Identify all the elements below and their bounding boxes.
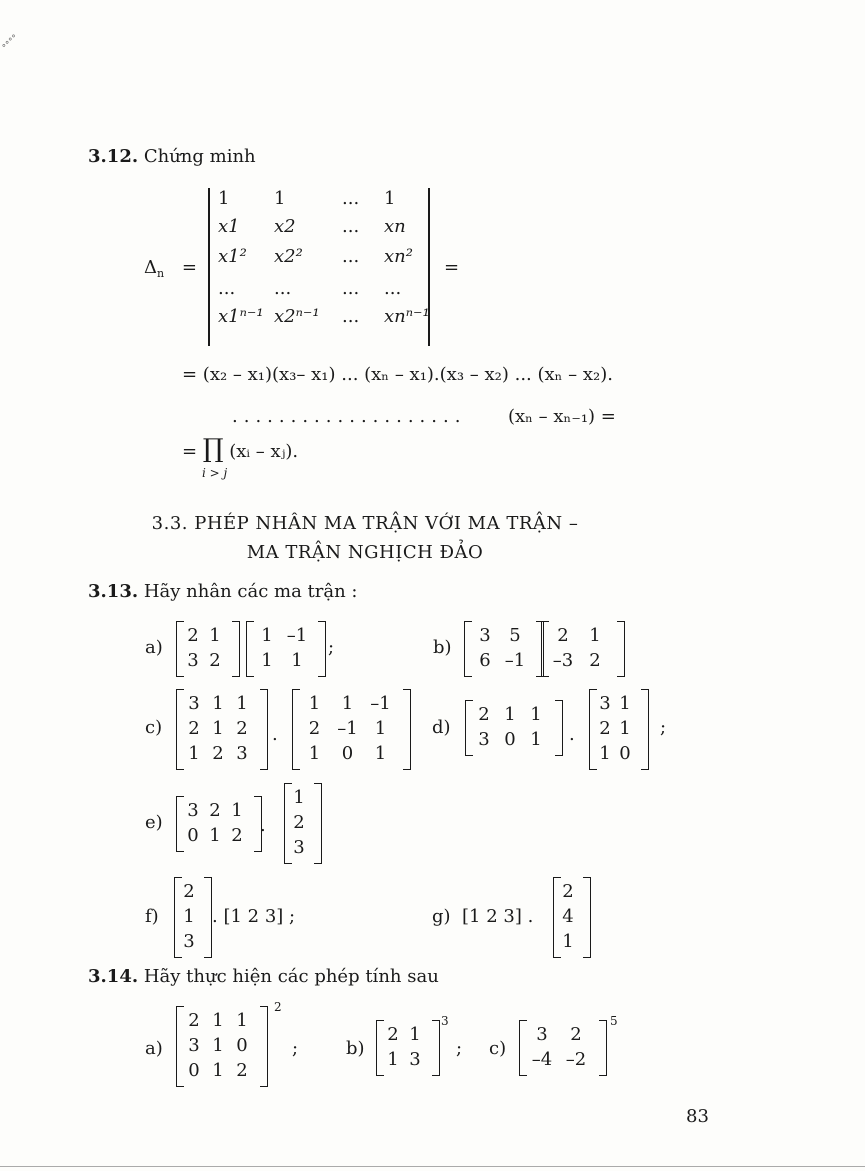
matrix-cell: 2 [599,718,611,739]
matrix-cell: 1 [236,1010,248,1031]
right-bracket [617,621,625,677]
part-b-label: b) [433,637,452,658]
delta-symbol: $\Delta_n$ = [144,257,197,280]
left-bracket [176,1006,184,1087]
matrix-cell: 3 [409,1049,421,1070]
matrix-cell: 2 [183,881,195,902]
determinant-cell: ... [274,278,292,299]
expansion-dots: .................... [232,406,467,427]
part-a-end: ; [328,637,335,658]
matrix-cell: 1 [183,906,195,927]
right-bracket [599,1020,607,1076]
exercise-3-12-heading [88,146,256,167]
ex314-a-sep: ; [292,1038,299,1059]
ex314-b-label: b) [346,1038,365,1059]
matrix-cell: 2 [293,812,305,833]
matrix-cell: 3 [187,650,199,671]
exercise-3-14-heading: 3.14. Hãy thực hiện các phép tính sau [88,966,439,987]
matrix-cell: 2 [478,704,490,725]
matrix-cell: 3 [187,800,199,821]
right-bracket [254,796,262,852]
determinant-cell: x1ⁿ⁻¹ [218,306,264,327]
left-bracket [465,700,473,756]
part-d-label: d) [432,717,451,738]
matrix-cell: 3 [188,693,200,714]
exercise-title: Chứng minh [143,146,256,167]
matrix-cell: 2 [236,1060,248,1081]
matrix-e1 [182,798,248,848]
left-bracket [176,796,184,852]
matrix-cell: 1 [619,718,631,739]
matrix-cell: 1 [374,743,387,764]
part-c-dot: . [272,724,278,745]
matrix-cell: 2 [209,800,221,821]
matrix-cell: 2 [570,1024,582,1045]
matrix-cell: 1 [619,693,631,714]
determinant-cell: x2ⁿ⁻¹ [274,306,320,327]
part-f-label: f) [145,906,159,927]
matrix-cell: 0 [619,743,631,764]
matrix-cell: 1 [212,1010,224,1031]
matrix-cell: 1 [387,1049,399,1070]
matrix-cell: 2 [188,1010,200,1031]
matrix-cell: 1 [209,625,221,646]
matrix-cell: 0 [341,743,354,764]
matrix-cell: 3 [293,837,305,858]
determinant-cell: x1 [218,216,240,237]
part-d-dot: . [569,724,575,745]
right-bracket [232,621,240,677]
determinant-cell: ... [342,278,360,299]
determinant-left-bar [208,188,210,346]
expansion-line-1: = (x₂ – x₁)(x₃– x₁) ... (xₙ – x₁).(x₃ – x₂) ... (xₙ – x₂). [182,364,613,385]
matrix-cell: 1 [261,650,273,671]
matrix-cell: 1 [374,718,387,739]
matrix-cell: 2 [236,718,248,739]
determinant-cell: xnⁿ⁻¹ [384,306,430,327]
matrix-cell: 1 [589,625,601,646]
left-bracket [292,689,300,770]
left-bracket [176,689,184,770]
matrix-cell: 1 [530,704,542,725]
determinant-cell: ... [342,246,360,267]
matrix-cell: 2 [562,881,574,902]
right-bracket [403,689,411,770]
part-f-row: . [1 2 3] ; [212,906,296,927]
right-bracket [583,877,591,958]
matrix-cell: 1 [212,1060,224,1081]
determinant-cell: 1 [384,188,396,209]
right-bracket [260,1006,268,1087]
determinant-cell: ... [218,278,236,299]
matrix-cell: 1 [236,693,248,714]
matrix-a1 [182,623,226,673]
matrix-cell: 1 [212,693,224,714]
matrix-cell: 2 [557,625,569,646]
matrix-d2 [595,691,635,766]
left-bracket [464,621,472,677]
determinant-cell: ... [342,216,360,237]
right-bracket [555,700,563,756]
right-bracket [318,621,326,677]
determinant-cell: x2 [274,216,296,237]
matrix-cell: 3 [479,625,491,646]
matrix-314a [182,1008,254,1083]
matrix-cell: 3 [236,743,248,764]
determinant-cell: 1 [218,188,230,209]
matrix-cell: 1 [530,729,542,750]
ex314-a-label: a) [145,1038,163,1059]
matrix-cell: 1 [291,650,303,671]
matrix-cell: 1 [261,625,273,646]
matrix-a2 [252,623,312,673]
matrix-cell: –1 [337,718,358,739]
exercise-label: 3.12. [88,146,139,167]
determinant-cell: 1 [274,188,286,209]
matrix-cell: 2 [589,650,601,671]
page-number: 83 [686,1106,709,1127]
matrix-cell: 5 [509,625,521,646]
part-e-dot: . [260,815,266,836]
matrix-cell: –4 [531,1049,553,1070]
ex314-b-power: 3 [441,1014,449,1028]
ex314-c-label: c) [489,1038,507,1059]
left-bracket [553,877,561,958]
matrix-cell: 2 [387,1024,399,1045]
matrix-e2 [290,785,308,860]
matrix-cell: 2 [209,650,221,671]
left-bracket [246,621,254,677]
matrix-cell: 2 [188,718,200,739]
expansion-line-3: = ∏ (xᵢ – xⱼ). [182,434,299,464]
matrix-cell: 4 [562,906,574,927]
determinant-cell: ... [384,278,402,299]
matrix-cell: 2 [231,825,243,846]
determinant-cell: xn² [384,246,413,267]
left-bracket [519,1020,527,1076]
ex314-a-power: 2 [274,1000,282,1014]
matrix-cell: 0 [187,825,199,846]
matrix-c1 [182,691,254,766]
matrix-314b [382,1022,426,1072]
matrix-cell: –1 [286,625,308,646]
matrix-314c [525,1022,593,1072]
determinant-cell: x2² [274,246,303,267]
part-g-label: g) [432,906,451,927]
part-d-end: ; [660,717,667,738]
matrix-cell: –3 [552,650,574,671]
matrix-cell: 1 [231,800,243,821]
matrix-b1 [470,623,530,673]
ex314-b-sep: ; [456,1038,463,1059]
matrix-cell: 1 [504,704,516,725]
right-bracket [314,783,322,864]
left-bracket [176,621,184,677]
matrix-cell: 1 [562,931,574,952]
matrix-b2 [547,623,611,673]
bottom-rule [0,1166,865,1167]
left-bracket [174,877,182,958]
matrix-cell: 3 [599,693,611,714]
matrix-cell: 1 [308,743,321,764]
right-bracket [432,1020,440,1076]
matrix-f1 [180,879,198,954]
determinant-cell: xn [384,216,406,237]
matrix-cell: –1 [504,650,526,671]
matrix-cell: 1 [212,1035,224,1056]
matrix-cell: 1 [599,743,611,764]
matrix-cell: 1 [293,787,305,808]
matrix-cell: 1 [341,693,354,714]
right-bracket [204,877,212,958]
part-a-label: a) [145,637,163,658]
matrix-cell: 3 [536,1024,548,1045]
section-heading-line-2: MA TRẬN NGHỊCH ĐẢO [246,542,484,563]
corner-mark: °°°° [1,33,21,53]
determinant-cell: ... [342,188,360,209]
matrix-d1 [471,702,549,752]
section-heading-line-1: 3.3. PHÉP NHÂN MA TRẬN VỚI MA TRẬN – [151,513,579,534]
matrix-cell: 6 [479,650,491,671]
exercise-3-13-heading: 3.13. Hãy nhân các ma trận : [88,581,358,602]
determinant-cell: ... [342,306,360,327]
matrix-cell: –2 [565,1049,587,1070]
part-e-label: e) [145,812,163,833]
part-g-row: [1 2 3] . [462,906,534,927]
left-bracket [284,783,292,864]
matrix-cell: 1 [308,693,321,714]
matrix-cell: –1 [370,693,391,714]
matrix-c2 [298,691,397,766]
left-bracket [376,1020,384,1076]
part-c-label: c) [145,717,163,738]
matrix-cell: 3 [478,729,490,750]
product-symbol: ∏ [202,434,224,464]
left-bracket [589,689,597,770]
matrix-cell: 2 [308,718,321,739]
expansion-line-2: (xₙ – xₙ₋₁) = [508,406,616,427]
matrix-cell: 3 [188,1035,200,1056]
matrix-cell: 0 [236,1035,248,1056]
matrix-cell: 1 [209,825,221,846]
ex314-c-power: 5 [610,1014,618,1028]
matrix-g2 [559,879,577,954]
right-bracket [641,689,649,770]
matrix-cell: 1 [409,1024,421,1045]
matrix-cell: 3 [183,931,195,952]
right-bracket [260,689,268,770]
determinant-equals: = [444,257,460,278]
matrix-cell: 0 [504,729,516,750]
product-subscript: i > j [202,466,228,480]
determinant-cell: x1² [218,246,247,267]
matrix-cell: 1 [212,718,224,739]
matrix-cell: 1 [188,743,200,764]
matrix-cell: 2 [212,743,224,764]
matrix-cell: 0 [188,1060,200,1081]
left-bracket [541,621,549,677]
matrix-cell: 2 [187,625,199,646]
